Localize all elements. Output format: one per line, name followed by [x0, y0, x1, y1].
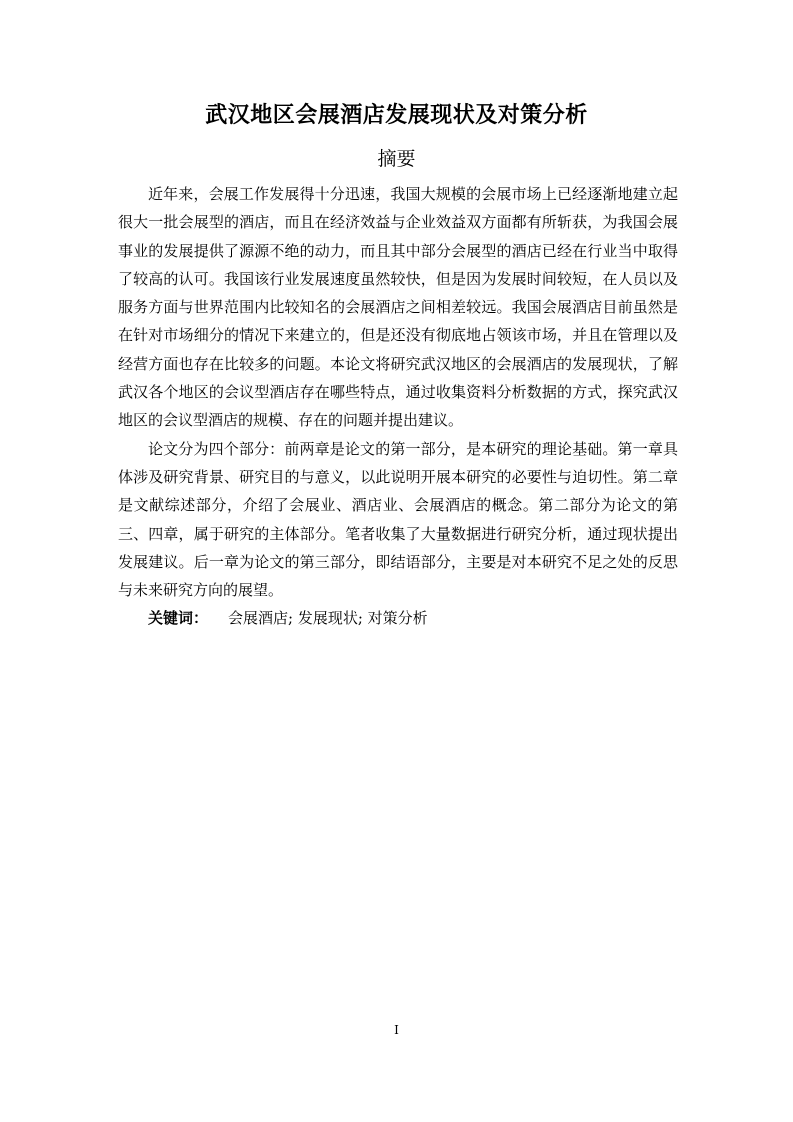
document-title: 武汉地区会展酒店发展现状及对策分析 — [205, 103, 588, 128]
keywords-line — [118, 604, 678, 632]
abstract-paragraph-2: 论文分为四个部分：前两章是论文的第一部分，是本研究的理论基础。第一章具体涉及研究背景、研究目的与意义，以此说明开展本研究的必要性与迫切性。第二章是文献综述部分，介绍了会展业、酒店业、会展酒店的概念。第二部分为论文的第三、四章，属于研究的主体部分。笔者收集了大量数据进行研究分析，通过现状提出发展建议。后一章为论文的第三部分，即结语部分，主要是对本研究不足之处的反思与未来研究方向的展望。 — [118, 439, 678, 600]
abstract-heading: 摘要 — [377, 148, 416, 170]
keywords-label: 关键词： — [148, 609, 209, 628]
abstract-body — [118, 180, 678, 633]
abstract-paragraph-1: 近年来，会展工作发展得十分迅速，我国大规模的会展市场上已经逐渐地建立起很大一批会展型的酒店，而且在经济效益与企业效益双方面都有所斩获，为我国会展事业的发展提供了源源不绝的动力，而且其中部分会展型的酒店已经在行业当中取得了较高的认可。我国该行业发展速度虽然较快，但是因为发展时间较短，在人员以及服务方面与世界范围内比较知名的会展酒店之间相差较远。我国会展酒店目前虽然是在针对市场细分的情况下来建立的，但是还没有彻底地占领该市场，并且在管理以及经营方面也存在比较多的问题。本论文将研究武汉地区的会展酒店的发展现状，了解武汉各个地区的会议型酒店存在哪些特点，通过收集资料分析数据的方式，探究武汉地区的会议型酒店的规模、存在的问题并提出建议。 — [118, 185, 678, 430]
page-number: I — [394, 1023, 399, 1037]
keywords-value: 会展酒店; 发展现状; 对策分析 — [228, 609, 428, 628]
